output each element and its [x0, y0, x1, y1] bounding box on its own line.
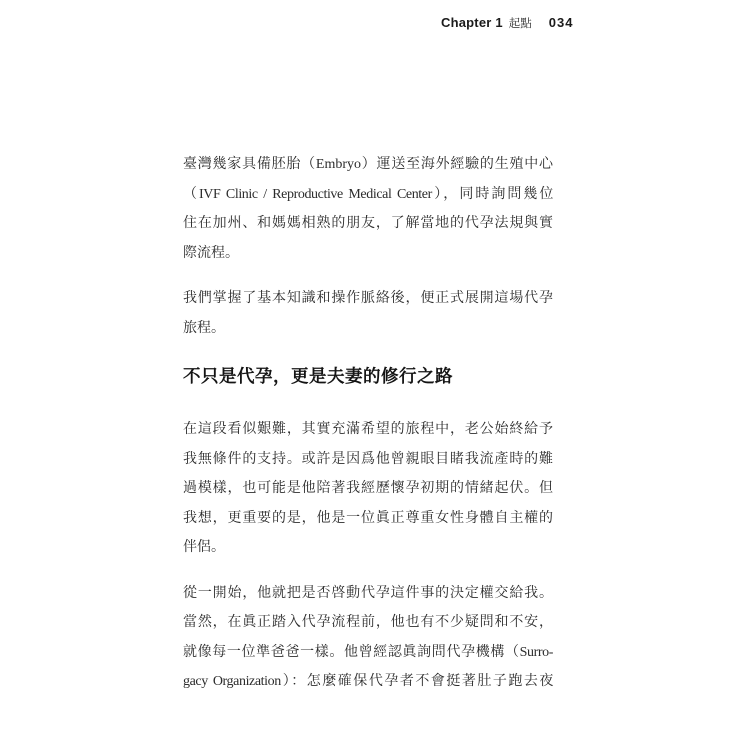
text-line: gacy Organization）：怎麼確保代孕者不會挺著肚子跑去夜	[183, 674, 553, 689]
paragraph-2	[183, 284, 553, 343]
paragraph-1	[183, 150, 553, 268]
text-line: 伴侶。	[183, 540, 225, 555]
text-line: 就像每一位準爸爸一樣。他曾經認眞詢問代孕機構（Surro-	[183, 644, 553, 660]
text-line: 臺灣幾家具備胚胎（Embryo）運送至海外經驗的生殖中心	[183, 157, 553, 172]
text-line: 從一開始，他就把是否啓動代孕這件事的決定權交給我。	[183, 585, 553, 601]
page-number: 034	[548, 15, 574, 30]
text-line: 旅程。	[183, 320, 225, 336]
text-line: 當然，在眞正踏入代孕流程前，他也有不少疑問和不安，	[183, 615, 553, 630]
chapter-title: 起點	[508, 18, 532, 30]
section-heading: 不只是代孕，更是夫妻的修行之路	[183, 366, 453, 386]
text-line: 際流程。	[183, 245, 239, 261]
text-line: 住在加州、和媽媽相熟的朋友，了解當地的代孕法規與實	[183, 216, 553, 231]
paragraph-3	[183, 415, 553, 563]
paragraph-4	[183, 579, 553, 697]
text-line: 在這段看似艱難，其實充滿希望的旅程中，老公始終給予	[183, 422, 553, 437]
chapter-label: Chapter 1	[441, 15, 503, 30]
running-header	[441, 15, 573, 31]
text-line: 過模樣，也可能是他陪著我經歷懷孕初期的情緒起伏。但	[183, 481, 553, 496]
text-line: 我想，更重要的是，他是一位眞正尊重女性身體自主權的	[183, 510, 553, 526]
text-line: 我無條件的支持。或許是因爲他曾親眼目睹我流產時的難	[183, 451, 553, 467]
body-text-column	[183, 150, 553, 713]
text-line: 我們掌握了基本知識和操作脈絡後，便正式展開這場代孕	[183, 291, 553, 306]
text-line: （IVF Clinic / Reproductive Medical Center），同時詢問幾位	[183, 186, 553, 202]
